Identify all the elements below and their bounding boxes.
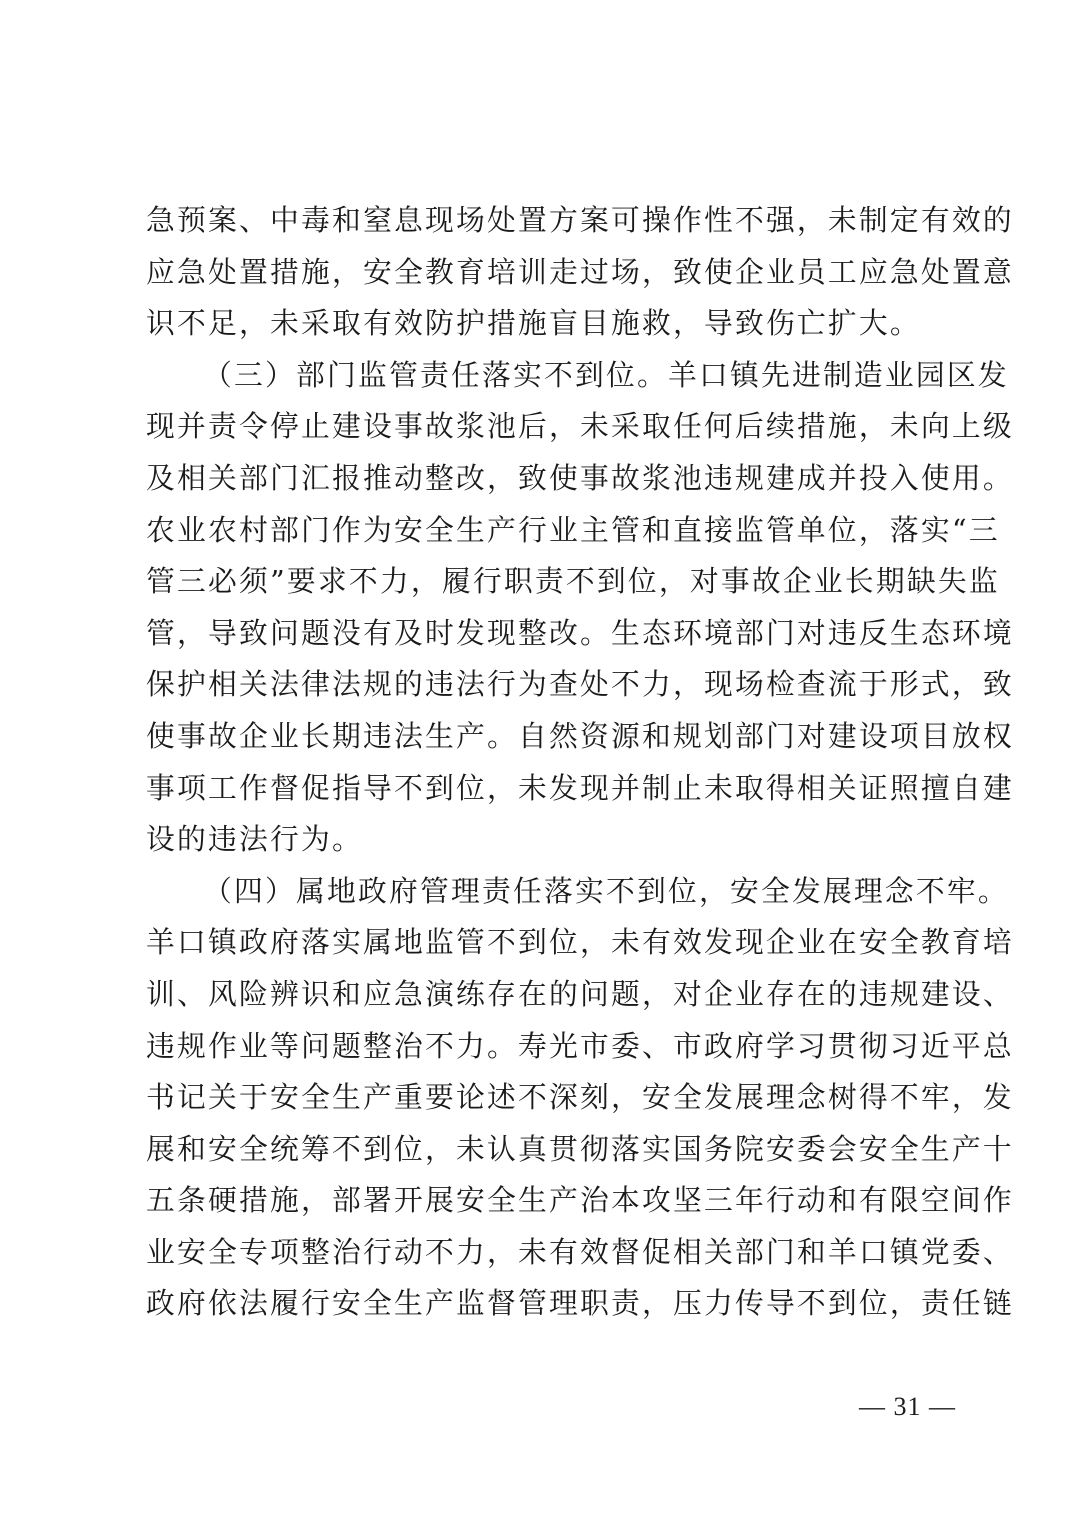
text-line: 训、风险辨识和应急演练存在的问题，对企业存在的违规建设、 [146, 976, 1014, 1011]
text-line: 及相关部门汇报推动整改，致使事故浆池违规建成并投入使用。 [146, 460, 1014, 495]
text-line: 管三必须”要求不力，履行职责不到位，对事故企业长期缺失监 [146, 564, 1000, 599]
text-line: 设的违法行为。 [146, 822, 363, 857]
text-line: 政府依法履行安全生产监督管理职责，压力传导不到位，责任链 [146, 1286, 1014, 1321]
section-heading-line: （四）属地政府管理责任落实不到位，安全发展理念不牢。 [203, 873, 1009, 908]
text-line: 业安全专项整治行动不力，未有效督促相关部门和羊口镇党委、 [146, 1234, 1014, 1269]
text-line: 事项工作督促指导不到位，未发现并制止未取得相关证照擅自建 [146, 770, 1014, 805]
section-heading-line: （三）部门监管责任落实不到位。羊口镇先进制造业园区发 [203, 357, 1009, 392]
text-line: 识不足，未采取有效防护措施盲目施救，导致伤亡扩大。 [146, 306, 921, 341]
page-number: — 31 — [859, 1392, 956, 1421]
text-line: 五条硬措施，部署开展安全生产治本攻坚三年行动和有限空间作 [146, 1183, 1014, 1218]
text-line: 书记关于安全生产重要论述不深刻，安全发展理念树得不牢，发 [146, 1080, 1014, 1115]
text-line: 羊口镇政府落实属地监管不到位，未有效发现企业在安全教育培 [146, 925, 1014, 960]
text-line: 急预案、中毒和窒息现场处置方案可操作性不强，未制定有效的 [146, 203, 1014, 237]
text-line: 应急处置措施，安全教育培训走过场，致使企业员工应急处置意 [146, 254, 1014, 289]
text-line: 使事故企业长期违法生产。自然资源和规划部门对建设项目放权 [146, 718, 1014, 753]
text-line: 农业农村部门作为安全生产行业主管和直接监管单位，落实“三 [146, 512, 1000, 547]
text-line: 展和安全统筹不到位，未认真贯彻落实国务院安委会安全生产十 [146, 1131, 1014, 1166]
text-line: 保护相关法律法规的违法行为查处不力，现场检查流于形式，致 [146, 667, 1014, 702]
text-line: 管，导致问题没有及时发现整改。生态环境部门对违反生态环境 [146, 615, 1014, 650]
text-line: 现并责令停止建设事故浆池后，未采取任何后续措施，未向上级 [146, 409, 1014, 444]
document-body [146, 195, 1014, 1330]
text-line: 违规作业等问题整治不力。寿光市委、市政府学习贯彻习近平总 [146, 1028, 1014, 1063]
